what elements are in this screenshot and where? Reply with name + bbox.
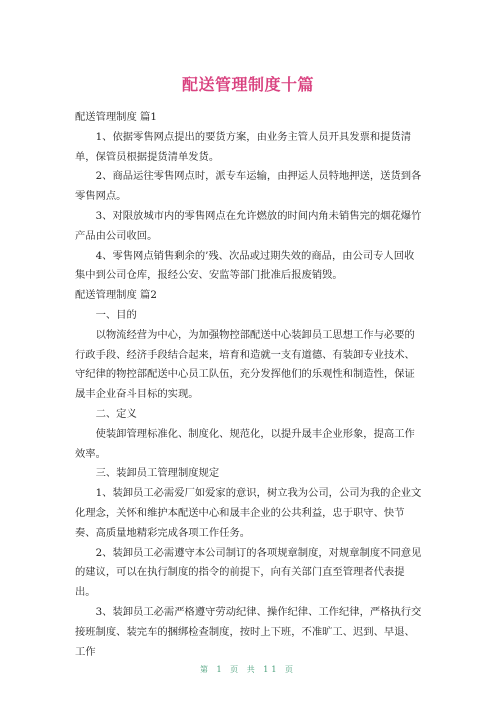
document-body (75, 108, 424, 662)
body-paragraph: 二、定义 (95, 407, 137, 420)
body-paragraph: 1、装卸员工必需爱厂如爱家的意识，树立我为公司，公司为我的企业文化理念，关怀和维护本配送中心和晟丰企业的公共利益，忠于职守、快节奏、高质量地精彩完成各项工作任务。 (75, 487, 422, 539)
body-paragraph: 一、目的 (95, 308, 137, 321)
page-footer: 第 1 页 共 11 页 (200, 665, 296, 674)
body-paragraph: 2、商品运往零售网点时，派专车运输，由押运人员特地押送，送货到各零售网点。 (75, 170, 422, 203)
body-paragraph: 2、装卸员工必需遵守本公司制订的各项规章制度，对规章制度不同意见的建议，可以在执行制度的指令的前提下，向有关部门直至管理者代表提出。 (75, 546, 422, 599)
page-title: 配送管理制度十篇 (181, 75, 314, 94)
body-paragraph: 3、对限放城市内的零售网点在允许燃放的时间内角未销售完的烟花爆竹产品由公司收回。 (75, 209, 422, 242)
body-paragraph: 3、装卸员工必需严格遵守劳动纪律、操作纪律、工作纪律，严格执行交接班制度、装完车的捆绑检查制度，按时上下班，不准旷工、迟到、早退、工作 (75, 605, 422, 658)
body-paragraph: 以物流经营为中心，为加强物控部配送中心装卸员工思想工作与必要的行政手段、经济手段结合起来，培育和造就一支有道德、有装卸专业技术、守纪律的物控部配送中心员工队伍，充分发挥他们的乐观性和制造性，保证晟丰企业奋斗目标的实现。 (75, 328, 415, 401)
body-paragraph: 1、依据零售网点提出的要货方案，由业务主管人员开具发票和提货清单，保管员根据提货清单发货。 (75, 130, 412, 163)
body-paragraph: 使装卸管理标准化、制度化、规范化，以提升晟丰企业形象，提高工作效率。 (75, 427, 415, 460)
body-paragraph: 三、装卸员工管理制度规定 (95, 467, 220, 480)
body-paragraph: 4、零售网点销售剩余的’残、次品或过期失效的商品，由公司专人回收集中到公司仓库，报经公安、安监等部门批准后报废销毁。 (75, 249, 415, 282)
section-heading: 配送管理制度 篇1 (75, 111, 157, 123)
section-heading: 配送管理制度 篇2 (75, 289, 157, 302)
